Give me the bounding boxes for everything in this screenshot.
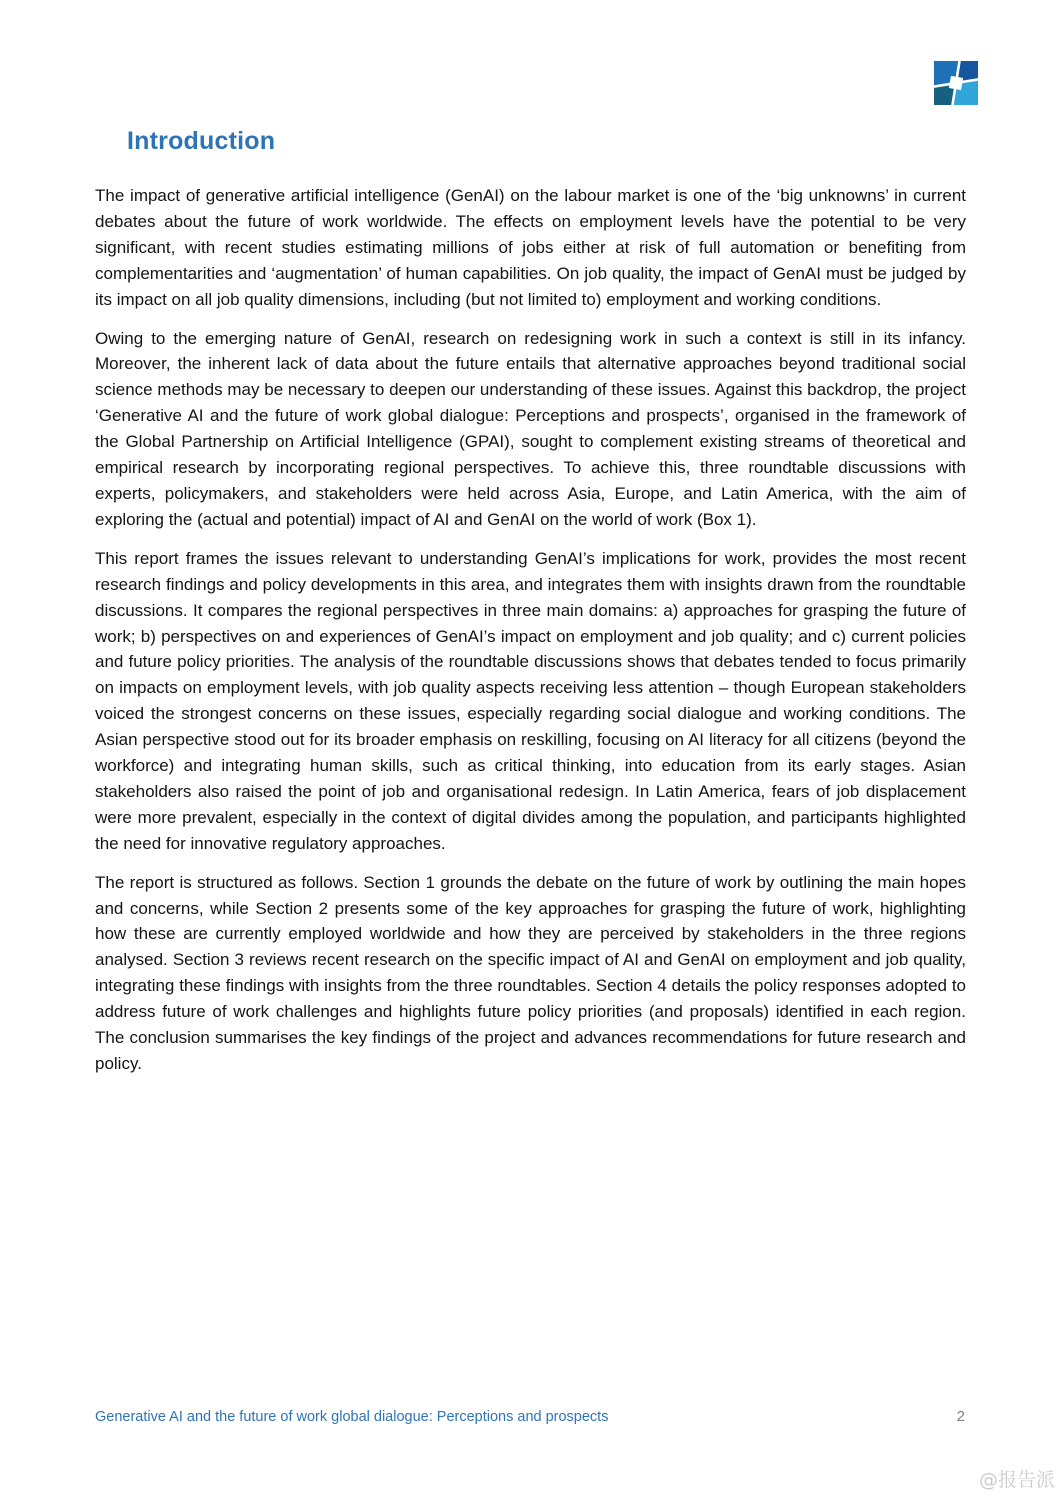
footer-title: Generative AI and the future of work global dialogue: Perceptions and prospects [95, 1409, 609, 1425]
paragraph-4: The report is structured as follows. Section 1 grounds the debate on the future of work by outlining the main hopes and concerns, while Section 2 presents some of the key approaches for grasping the future of work, highlighting how these are currently employed worldwide and how they are perceived by stakeholders in the three regions analysed. Section 3 reviews recent research on the specific impact of AI and GenAI on employment and job quality, integrating these findings with insights from the three roundtables. Section 4 details the policy responses adopted to address future of work challenges and highlights future policy priorities (and proposals) identified in each region. The conclusion summarises the key findings of the project and advances recommendations for future research and policy. [95, 872, 966, 1073]
footer-page-number: 2 [956, 1408, 965, 1425]
paragraph-1: The impact of generative artificial intelligence (GenAI) on the labour market is one of the ‘big unknowns’ in current debates about the future of work worldwide. The effects on employment levels have the potential to be very significant, with recent studies estimating millions of jobs either at risk of full automation or benefiting from complementarities and ‘augmentation’ of human capabilities. On job quality, the impact of GenAI must be judged by its impact on all job quality dimensions, including (but not limited to) employment and working conditions. [95, 186, 966, 309]
page-footer [95, 1408, 965, 1425]
logo-center-square [949, 76, 963, 90]
page-title: Introduction [127, 127, 276, 155]
gpai-logo-svg [934, 60, 978, 106]
watermark: @报告派 [978, 1469, 1055, 1491]
gpai-logo-icon [934, 60, 978, 106]
body-text [95, 183, 966, 1090]
paragraph-2: Owing to the emerging nature of GenAI, research on redesigning work in such a context is still in its infancy. Moreover, the inherent lack of data about the future entails that alternative approaches beyond traditional social science methods may be necessary to deepen our understanding of these issues. Against this backdrop, the project ‘Generative AI and the future of work global dialogue: Perceptions and prospects’, organised in the framework of the Global Partnership on Artificial Intelligence (GPAI), sought to complement existing streams of theoretical and empirical research by incorporating regional perspectives. To achieve this, three roundtable discussions with experts, policymakers, and stakeholders were held across Asia, Europe, and Latin America, with the aim of exploring the (actual and potential) impact of AI and GenAI on the world of work (Box 1). [95, 328, 966, 529]
paragraph-3: This report frames the issues relevant to understanding GenAI’s implications for work, provides the most recent research findings and policy developments in this area, and integrates them with insights drawn from the roundtable discussions. It compares the regional perspectives in three main domains: a) approaches for grasping the future of work; b) perspectives on and experiences of GenAI’s impact on employment and job quality; and c) current policies and future policy priorities. The analysis of the roundtable discussions shows that debates tended to focus primarily on impacts on employment levels, with job quality aspects receiving less attention – though European stakeholders voiced the strongest concerns on these issues, especially regarding social dialogue and working conditions. The Asian perspective stood out for its broader emphasis on reskilling, focusing on AI literacy for all citizens (beyond the workforce) and integrating human skills, such as critical thinking, into education from its early stages. Asian stakeholders also raised the point of job and organisational redesign. In Latin America, fears of job displacement were more prevalent, especially in the context of digital divides among the population, and participants highlighted the need for innovative regulatory approaches. [95, 548, 966, 853]
